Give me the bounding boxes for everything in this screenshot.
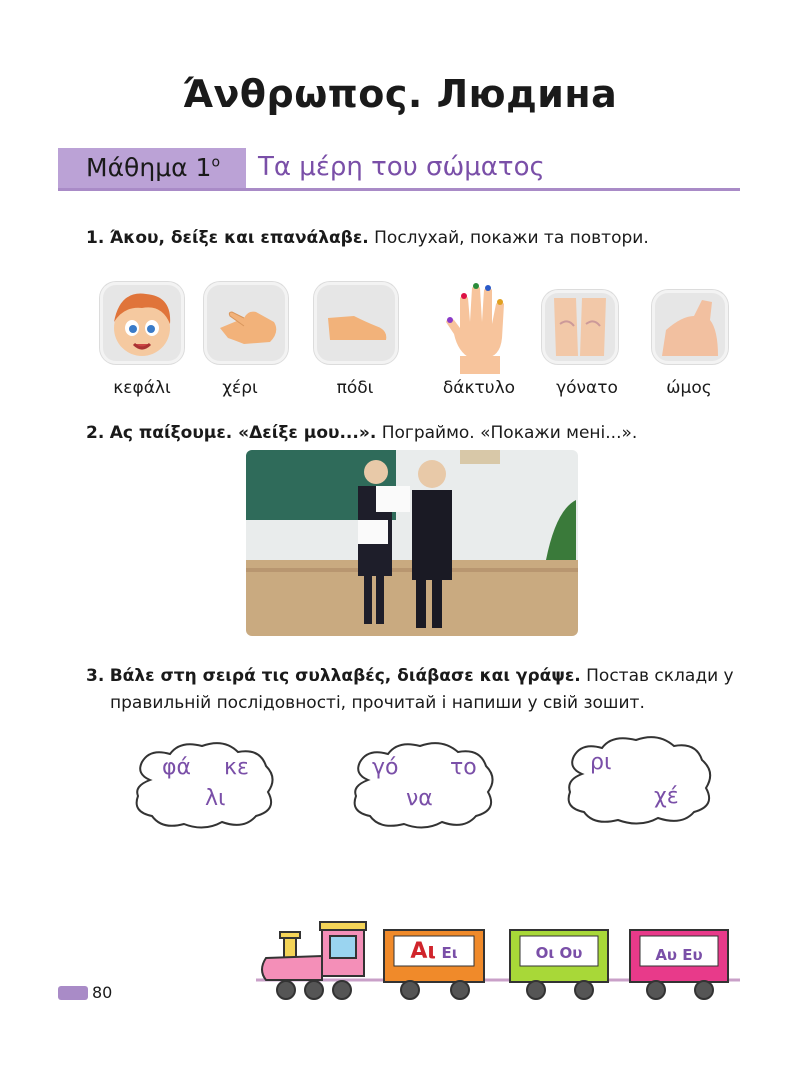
syllable: ρι [590,750,612,775]
syllable: χέ [654,784,679,809]
cloud-3 [560,732,718,828]
syllable: να [406,786,433,811]
page-marker [58,986,88,1000]
task-instruction-ukrainian: Послухай, покажи та повтори. [368,228,649,248]
word-head: κεφάλι [113,378,171,398]
classroom-photo [246,450,578,636]
task-3 [86,663,736,717]
syllable: φά [162,755,192,780]
hand-icon [204,282,288,364]
page-title: Άνθρωπος. Людина [182,72,618,116]
hand-card [204,282,288,364]
word-hand: χέρι [222,378,258,398]
train-car-1-label [394,939,474,964]
syllable: το [450,755,477,780]
finger-card [440,278,520,374]
task-number: 2. [86,423,105,443]
task-number: 3. [86,666,105,686]
task-instruction-greek: Άκου, δείξε και επανάλαβε. [109,228,369,248]
task-2 [86,423,637,443]
task-instruction-ukrainian: Постав склади у [580,666,734,686]
train-car-1-big: Αι [410,939,436,964]
task-instruction-ukrainian-line2: правильній послідовності, прочитай і напиши у свій зошит. [110,693,645,713]
word-foot: πόδι [336,378,374,398]
task-instruction-ukrainian: Пограймо. «Покажи мені...». [376,423,638,443]
word-finger: δάκτυλο [442,378,516,398]
syllable: γό [372,755,399,780]
syllable: λι [205,786,226,811]
page-number: 80 [92,983,113,1002]
foot-icon [314,282,398,364]
train-car-3-label: Αυ Ευ [655,946,703,964]
knee-card [542,290,618,364]
cloud-2 [346,738,500,830]
train-car-1-small: Ει [441,944,458,962]
foot-card [314,282,398,364]
shoulder-card [652,290,728,364]
task-instruction-greek: Βάλε στη σειρά τις συλλαβές, διάβασε και γράψε. [109,666,581,686]
children-photo-image [246,450,578,636]
lesson-ordinal: ο [211,154,221,171]
lesson-number: Μάθημα 1 [86,153,212,182]
syllable: κε [224,755,249,780]
shoulder-icon [652,290,728,364]
head-icon [100,282,184,364]
finger-icon [440,278,520,374]
cloud-1 [128,738,280,830]
train-car-2-label: Οι Ου [535,944,583,962]
knee-icon [542,290,618,364]
head-card [100,282,184,364]
lesson-topic: Τα μέρη του σώματος [258,152,545,182]
task-number: 1. [86,228,105,248]
lesson-label [86,153,220,182]
word-shoulder: ώμος [666,378,712,398]
task-1 [86,228,649,248]
task-instruction-greek: Ας παίξουμε. «Δείξε μου...». [109,423,377,443]
word-knee: γόνατο [556,378,618,398]
